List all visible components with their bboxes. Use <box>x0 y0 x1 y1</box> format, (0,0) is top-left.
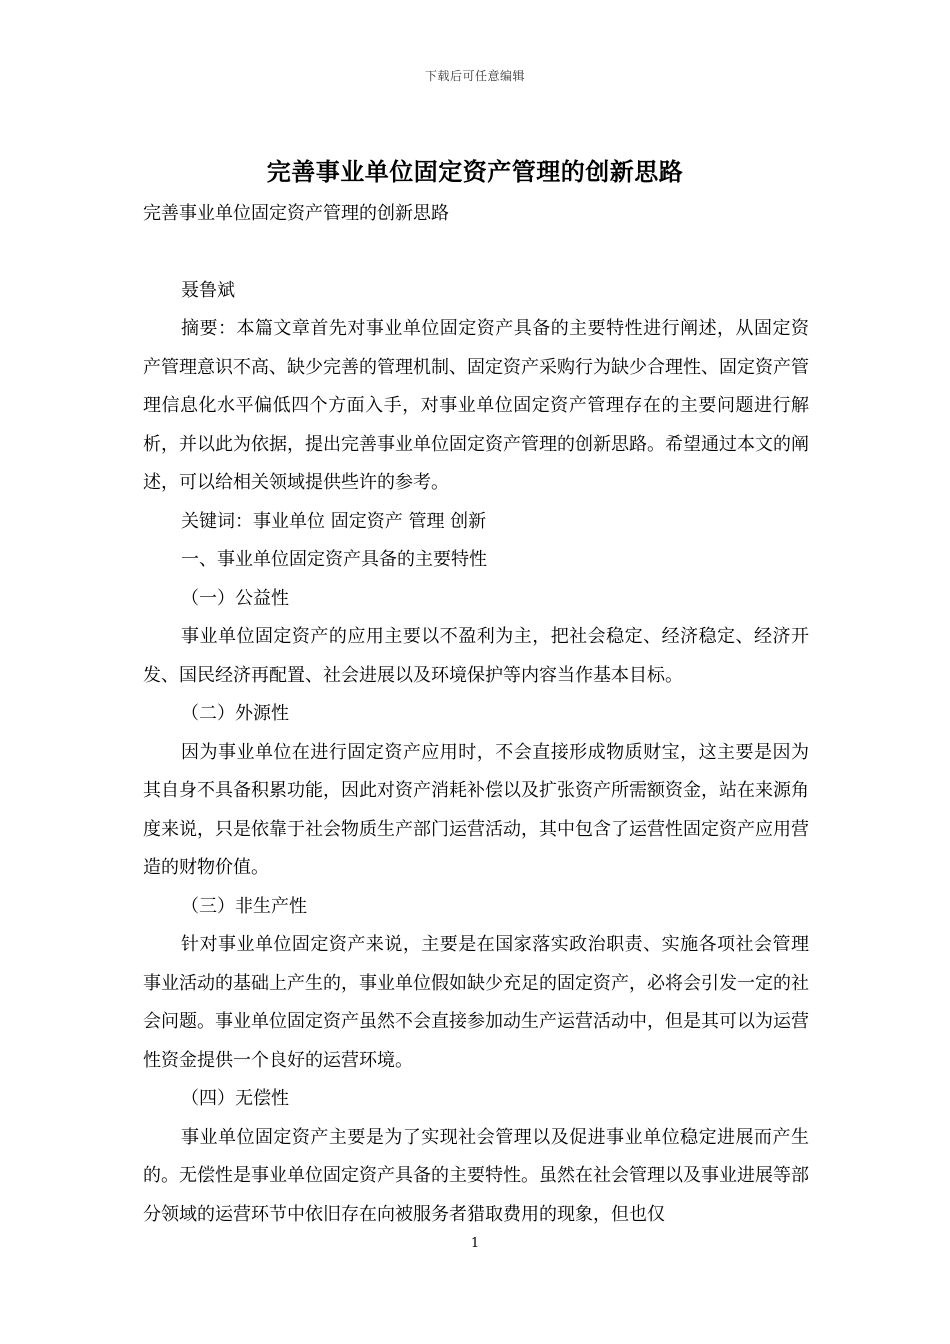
body-paragraph: 事业单位固定资产的应用主要以不盈利为主，把社会稳定、经济稳定、经济开发、国民经济再配置、社会进展以及环境保护等内容当作基本目标。 <box>143 626 809 686</box>
keywords-line: 关键词：事业单位 固定资产 管理 创新 <box>181 510 487 532</box>
subsection-heading: （四）无偿性 <box>181 1088 289 1109</box>
subsection-heading: （三）非生产性 <box>181 895 307 917</box>
section-heading: 一、事业单位固定资产具备的主要特性 <box>181 549 487 570</box>
page-header: 下载后可任意编辑 <box>424 69 525 83</box>
blank-line <box>143 234 809 272</box>
body-paragraph: 事业单位固定资产主要是为了实现社会管理以及促进事业单位稳定进展而产生的。无偿性是事业单位固定资产具备的主要特性。虽然在社会管理以及事业进展等部分领域的运营环节中依旧存在向被服务者猎取费用的现象，但也仅 <box>143 1126 809 1225</box>
subsection-heading: （二）外源性 <box>181 703 289 724</box>
page-number: 1 <box>470 1236 480 1251</box>
document-subtitle: 完善事业单位固定资产管理的创新思路 <box>143 203 449 224</box>
author-name: 聂鲁斌 <box>181 279 235 301</box>
body-paragraph: 因为事业单位在进行固定资产应用时，不会直接形成物质财宝，这主要是因为其自身不具备积累功能，因此对资产消耗补偿以及扩张资产所需额资金，站在来源角度来说，只是依靠于社会物质生产部门运营活动，其中包含了运营性固定资产应用营造的财物价值。 <box>143 741 809 878</box>
abstract-paragraph: 摘要：本篇文章首先对事业单位固定资产具备的主要特性进行阐述，从固定资产管理意识不高、缺少完善的管理机制、固定资产采购行为缺少合理性、固定资产管理信息化水平偏低四个方面入手，对事业单位固定资产管理存在的主要问题进行解析，并以此为依据，提出完善事业单位固定资产管理的创新思路。希望通过本文的阐述，可以给相关领域提供些许的参考。 <box>143 318 809 493</box>
subsection-heading: （一）公益性 <box>181 587 289 609</box>
document-body <box>143 195 809 1234</box>
document-title: 完善事业单位固定资产管理的创新思路 <box>266 157 684 186</box>
body-paragraph: 针对事业单位固定资产来说，主要是在国家落实政治职责、实施各项社会管理事业活动的基础上产生的，事业单位假如缺少充足的固定资产，必将会引发一定的社会问题。事业单位固定资产虽然不会直接参加动生产运营活动中，但是其可以为运营性资金提供一个良好的运营环境。 <box>143 934 809 1071</box>
